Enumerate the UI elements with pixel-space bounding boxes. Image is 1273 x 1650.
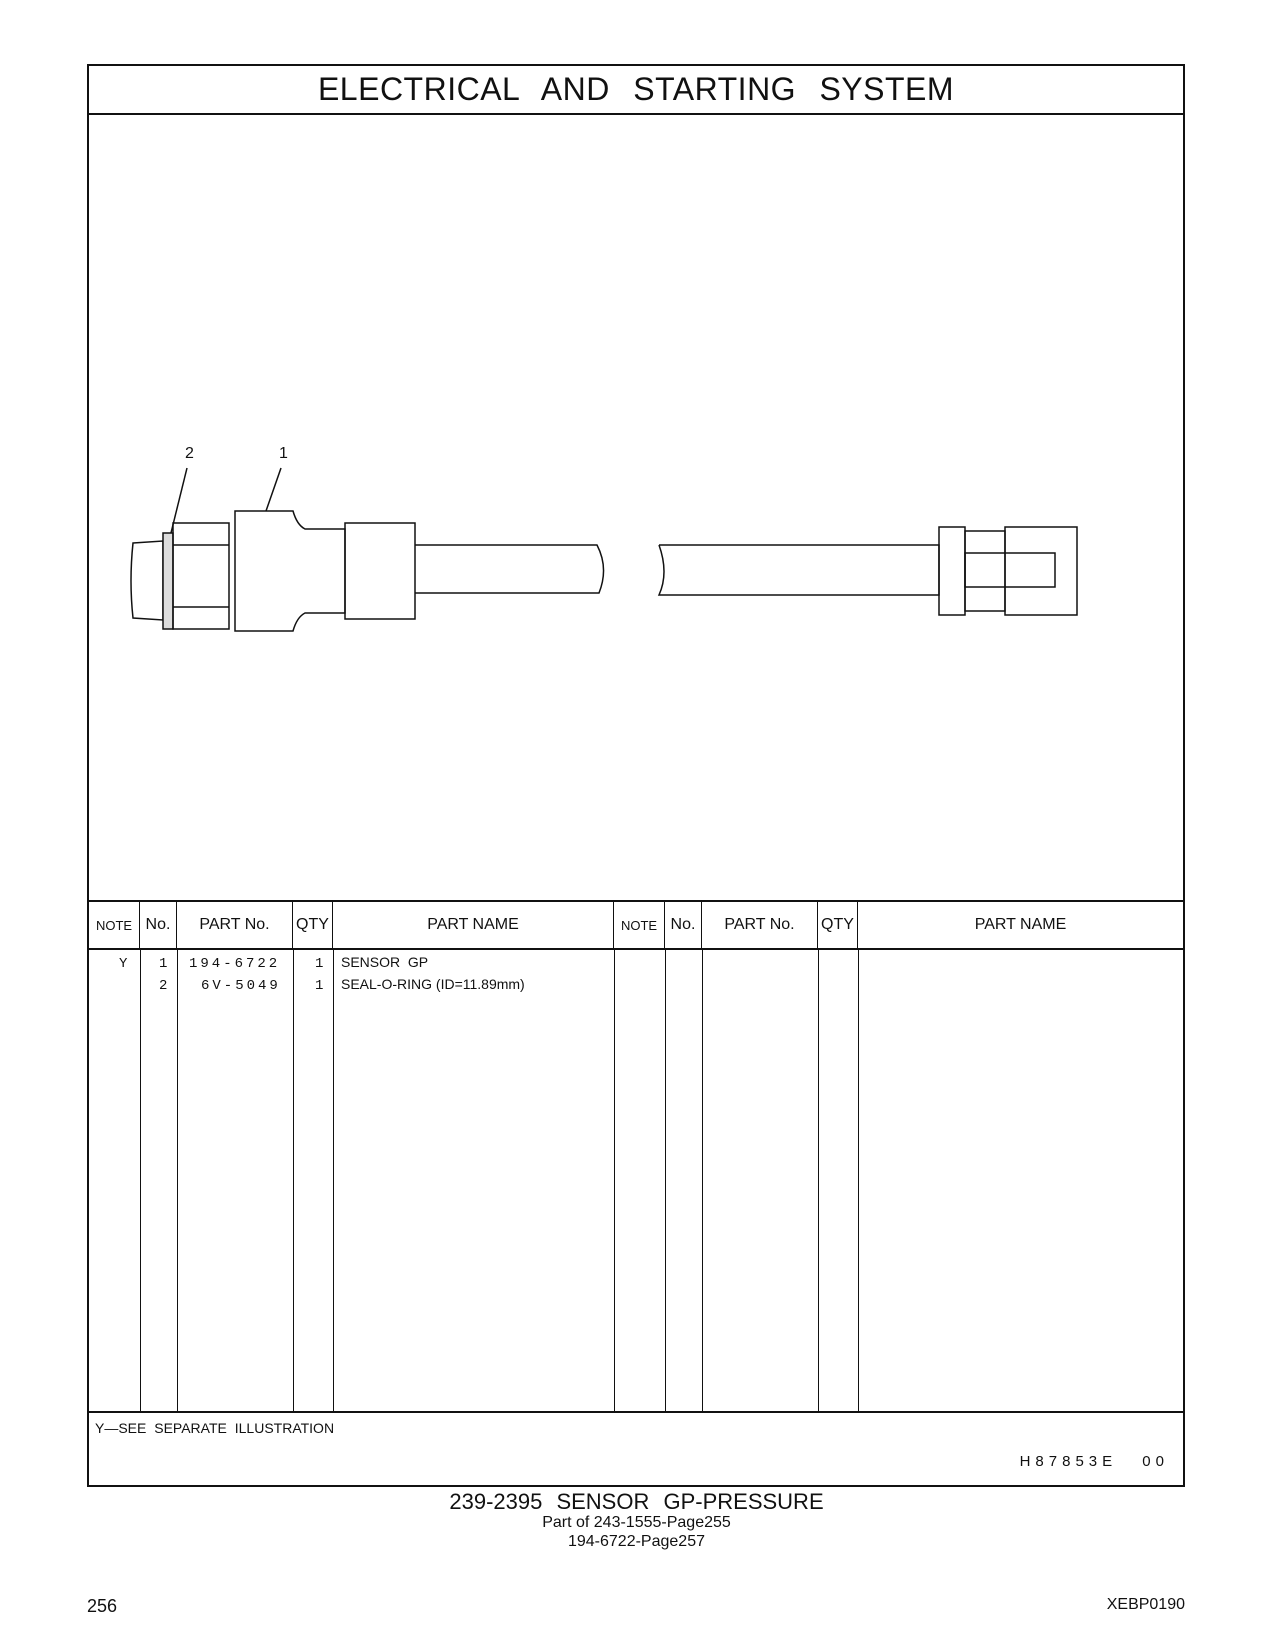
header-qty-left: QTY — [293, 902, 333, 948]
header-no-right: No. — [665, 902, 702, 948]
header-partno-left: PART No. — [177, 902, 293, 948]
row2-qty: 1 — [315, 978, 327, 994]
header-no-left: No. — [140, 902, 177, 948]
page-title: ELECTRICAL AND STARTING SYSTEM — [89, 66, 1183, 115]
page-number: 256 — [87, 1596, 118, 1616]
caption-part-of: Part of 243-1555-Page255 — [542, 1514, 731, 1531]
header-note-left: NOTE — [89, 902, 140, 948]
row2-partno: 6V-5049 — [201, 978, 281, 994]
caption-ref: 194-6722-Page257 — [567, 1533, 705, 1550]
callout-2: 2 — [185, 445, 194, 462]
row1-note: Y — [119, 956, 131, 972]
header-partno-right: PART No. — [702, 902, 818, 948]
header-partname-left: PART NAME — [333, 902, 614, 948]
header-partname-right: PART NAME — [974, 916, 1067, 933]
drawing-code: H87853E 00 — [1019, 1453, 1169, 1470]
row2-no: 2 — [159, 978, 171, 994]
row1-qty: 1 — [315, 956, 327, 972]
callout-1: 1 — [279, 445, 288, 462]
sensor-illustration — [89, 113, 1183, 901]
parts-table-body — [89, 948, 1183, 1413]
header-qty-right: QTY — [818, 902, 858, 948]
footnote: Y—SEE SEPARATE ILLUSTRATION — [95, 1420, 335, 1436]
row1-partno: 194-6722 — [189, 956, 281, 972]
document-id: XEBP0190 — [1106, 1596, 1185, 1613]
caption-title: 239-2395 SENSOR GP-PRESSURE — [449, 1489, 824, 1514]
row1-no: 1 — [159, 956, 171, 972]
parts-table-header — [89, 900, 1183, 950]
header-note-right: NOTE — [614, 902, 665, 948]
row2-partname: SEAL-O-RING (ID=11.89mm) — [341, 976, 525, 992]
row1-partname: SENSOR GP — [341, 954, 429, 970]
parts-page-frame — [87, 64, 1185, 1487]
